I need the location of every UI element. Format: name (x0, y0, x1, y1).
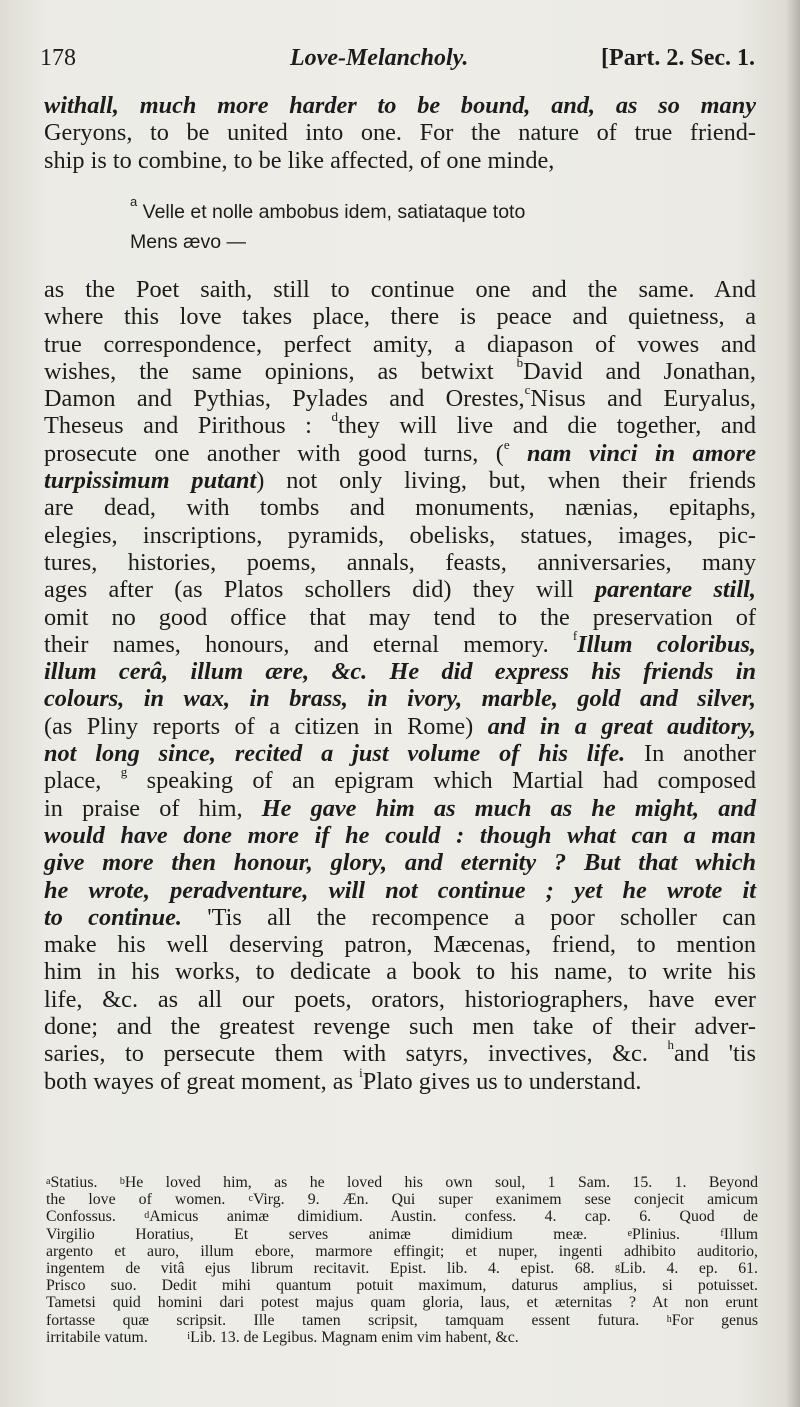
text: wishes, the same opinions, as betwixt (44, 357, 517, 385)
text: Damon and Pythias, Pylades and Orestes, (44, 385, 525, 413)
text: Illum (723, 1225, 758, 1243)
body-line: make his well deserving patron, Mæcenas, friend, to mention (44, 931, 756, 959)
body-line: him in his works, to dedicate a book to his name, to write his (44, 958, 756, 986)
italic-text: give more then honour, glory, and eternity ? But that which (44, 849, 756, 877)
text: Plato gives us to understand. (362, 1067, 642, 1095)
body-line: omit no good office that may tend to the preservation of (44, 603, 756, 631)
text: Plinius. (632, 1225, 680, 1243)
footnote-a (46, 1174, 97, 1191)
text: (as Pliny reports of a citizen in Rome) (44, 712, 488, 740)
footnote-marker: f (572, 627, 578, 643)
footnote-h (667, 1312, 758, 1329)
footnote-i (187, 1329, 518, 1346)
text: prosecute one another with good turns, ( (44, 439, 504, 467)
footnote-e (628, 1226, 680, 1243)
footnote-d (144, 1208, 758, 1225)
footnote-marker: h (667, 1037, 674, 1053)
text: place, (44, 767, 121, 795)
footnote-marker: b (119, 1176, 125, 1187)
text: Lib. 13. de Legibus. Magnam enim vim habent, &c. (190, 1328, 519, 1346)
footnote-line (46, 1260, 758, 1277)
italic-text: he wrote, peradventure, will not continue ; yet he wrote it (44, 876, 756, 904)
body-line (44, 576, 756, 603)
footnote-marker: e (627, 1227, 633, 1239)
footnote-g (615, 1260, 758, 1277)
body-line-text: withall, much more harder to be bound, and, as so many (44, 92, 756, 119)
italic-text: parentare still, (594, 576, 756, 604)
italic-text: colours, in wax, in brass, in ivory, marble, gold and silver, (44, 685, 756, 713)
body-line (44, 1037, 756, 1068)
body-line: done; and the greatest revenge such men take of their adver- (44, 1013, 756, 1041)
body-line: tures, histories, poems, annals, feasts, anniversaries, many (44, 548, 756, 576)
text: 'Tis all the recompence a poor scholler can (182, 903, 756, 931)
text: the love of women. (46, 1191, 226, 1209)
footnote-line: argento et auro, illum ebore, marmore effingit; et nuper, ingenti adhibito auditorio, (46, 1242, 758, 1260)
running-title: Love-Melancholy. (290, 45, 469, 71)
body-line (44, 1064, 756, 1095)
verse-line-1 (130, 194, 690, 227)
text: Lib. 4. ep. 61. (620, 1259, 758, 1277)
body-line (44, 877, 756, 904)
footnote-line: Tametsi quid homini dari potest majus quam gloria, laus, et æternitas ? At non erunt (46, 1294, 758, 1312)
text: speaking of an epigram which Martial had composed (127, 767, 756, 795)
body-line: where this love takes place, there is peace and quietness, a (44, 303, 756, 331)
body-line (44, 92, 756, 119)
body-line (44, 764, 756, 795)
body-line (44, 627, 756, 658)
footnote-marker: c (524, 382, 531, 398)
text: David and Jonathan, (523, 357, 756, 385)
text: their names, honours, and eternal memory. (44, 630, 573, 658)
text: Confossus. (46, 1208, 116, 1226)
text: Statius. (50, 1174, 98, 1191)
footnote-c (248, 1191, 758, 1208)
footnote-marker: a (46, 1176, 51, 1187)
italic-text: and in a great auditory, (487, 712, 756, 740)
footnote-marker: g (120, 764, 128, 780)
italic-text: Illum coloribus, (577, 630, 756, 658)
italic-text: not long since, recited a just volume of his life. (44, 740, 626, 768)
body-line: elegies, inscriptions, pyramids, obelisks, statues, images, pic- (44, 521, 756, 549)
footnote-marker: f (720, 1227, 724, 1239)
verse-quotation (130, 194, 690, 257)
text: ages after (as Platos schollers did) they will (44, 576, 595, 604)
text: fortasse quæ scripsit. Ille tamen scripsit, tamquam essent futura. (46, 1311, 640, 1329)
page-number: 178 (40, 45, 76, 71)
text: For genus (671, 1311, 759, 1329)
body-line (44, 436, 756, 467)
body-line: are dead, with tombs and monuments, nænias, epitaphs, (44, 494, 756, 522)
footnote-marker: b (516, 354, 524, 370)
body-line (44, 382, 756, 413)
text: Amicus animæ dimidium. Austin. confess. 4. cap. 6. Quod de (149, 1208, 758, 1226)
footnote-marker: h (666, 1313, 672, 1325)
text: Theseus and Pirithous : (44, 412, 332, 440)
body-line: life, &c. as all our poets, orators, historiographers, have ever (44, 985, 756, 1013)
running-header (40, 40, 755, 76)
italic-text: would have done more if he could : though what can a man (44, 821, 756, 849)
text: Virg. 9. Æn. Qui super exanimem sese conjecit amicum (252, 1191, 758, 1209)
verse-line-2: Mens ævo — (130, 231, 246, 253)
footnote-line (46, 1329, 758, 1346)
text: irritabile vatum. (46, 1328, 148, 1346)
footnote-marker: a (130, 194, 138, 209)
footnote-b (120, 1174, 758, 1191)
footnote-marker: i (187, 1330, 191, 1342)
body-line (44, 467, 756, 494)
text: In another (625, 740, 756, 768)
body-line (44, 409, 756, 440)
footnote-line (46, 1226, 758, 1243)
text: both wayes of great moment, as (44, 1067, 360, 1095)
text: ingentem de vitâ ejus librum recitavit. Epist. lib. 4. epist. 68. (46, 1259, 595, 1277)
body-line (44, 685, 756, 712)
footnote-line (46, 1191, 758, 1208)
text: in praise of him, (44, 794, 262, 822)
italic-text: nam vinci in amore (509, 439, 756, 467)
section-reference: [Part. 2. Sec. 1. (601, 45, 755, 71)
italic-text: turpissimum putant (44, 467, 257, 495)
text: Nisus and Euryalus, (530, 385, 756, 413)
body-line: true correspondence, perfect amity, a diapason of vowes and (44, 330, 756, 358)
verse-text: Velle et nolle ambobus idem, satiataque toto (142, 201, 526, 223)
text: saries, to persecute them with satyrs, invectives, &c. (44, 1040, 668, 1068)
footnote-line: Prisco suo. Dedit mihi quantum potuit maximum, daturus amplius, si potuisset. (46, 1277, 758, 1295)
text: He loved him, as he loved his own soul, 1 Sam. 15. 1. Beyond (124, 1174, 758, 1191)
text: they will live and die together, and (337, 412, 756, 440)
page-edge-shadow (786, 0, 800, 1407)
footnote-f (720, 1226, 758, 1243)
footnote-marker: i (359, 1064, 363, 1080)
body-line (44, 849, 756, 876)
italic-text: to continue. (44, 903, 182, 931)
body-line (44, 713, 756, 740)
body-line (44, 354, 756, 385)
footnote-marker: c (248, 1193, 253, 1205)
body-line: Geryons, to be united into one. For the nature of true friend- (44, 119, 756, 147)
body-line (44, 822, 756, 849)
italic-text: illum cerâ, illum ære, &c. He did express his friends in (44, 658, 756, 686)
footnote-line (46, 1312, 758, 1329)
footnote-marker: d (331, 409, 338, 425)
text: and 'tis (674, 1040, 756, 1068)
footnote-marker: e (503, 436, 510, 452)
body-line (44, 740, 756, 767)
footnotes (46, 1174, 758, 1346)
text: Virgilio Horatius, Et serves animæ dimidium meæ. (46, 1225, 588, 1243)
body-line: ship is to combine, to be like affected, of one minde, (44, 146, 555, 174)
italic-text: He gave him as much as he might, and (261, 794, 756, 822)
body-line: as the Poet saith, still to continue one and the same. And (44, 276, 756, 303)
footnote-marker: g (615, 1261, 621, 1273)
body-line (44, 658, 756, 685)
footnote-marker: d (144, 1210, 150, 1222)
footnote-line (46, 1208, 758, 1225)
body-line (44, 795, 756, 822)
body-paragraph-top (44, 92, 756, 174)
footnote-line (46, 1174, 758, 1191)
text: ) not only living, but, when their friends (256, 467, 756, 495)
body-line (44, 904, 756, 931)
body-paragraph-main (44, 276, 756, 1095)
